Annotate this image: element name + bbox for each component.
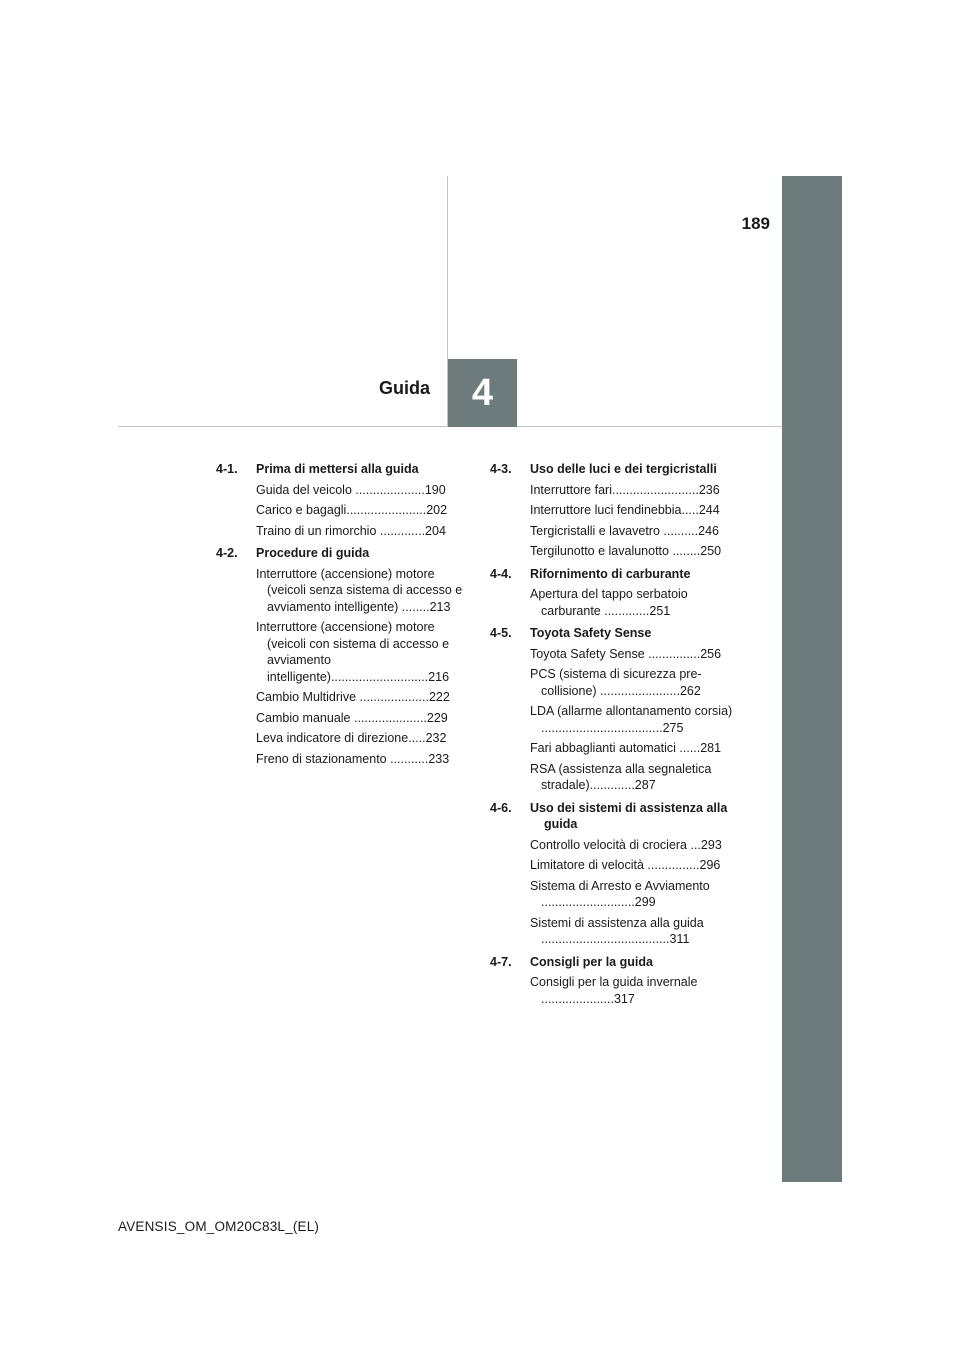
toc-entry-text [256, 502, 466, 519]
toc-entry-text [530, 974, 740, 1007]
dot-leader: ..................... [541, 991, 614, 1006]
entry-title: Limitatore di velocità [530, 858, 644, 872]
toc-section [490, 625, 740, 794]
entry-title: LDA (allarme allontanamento corsia) [530, 704, 733, 718]
toc-section [216, 545, 466, 767]
dot-leader: ....................... [596, 683, 680, 698]
entry-page-number: 287 [634, 778, 656, 792]
entry-page-number: 251 [649, 603, 671, 618]
section-number: 4-5. [490, 626, 512, 640]
entry-page-number: 281 [700, 741, 722, 755]
toc-entry-text [256, 689, 466, 706]
section-number: 4-1. [216, 462, 238, 476]
dot-leader: ............................ [330, 669, 429, 684]
toc-entry[interactable] [490, 482, 740, 499]
entry-page-number: 250 [700, 544, 722, 558]
toc-entry-text [530, 502, 740, 519]
entry-page-number: 311 [669, 932, 690, 946]
toc-entry-text [256, 482, 466, 499]
entry-page-number: 299 [634, 895, 656, 909]
entry-page-number: 222 [428, 690, 450, 704]
chapter-title: Guida [378, 378, 430, 398]
toc-entry-text [256, 619, 466, 685]
dot-leader: .......... [659, 523, 699, 538]
dot-leader: ........... [386, 751, 429, 766]
section-number: 4-4. [490, 566, 512, 581]
toc-entry-text [256, 710, 466, 727]
toc-entry-text [256, 751, 466, 768]
toc-section-heading[interactable] [490, 566, 740, 583]
toc-entry-text [530, 857, 740, 874]
dot-leader: .................... [351, 482, 425, 497]
entry-page-number: 229 [426, 710, 448, 725]
toc-entry-text [530, 543, 740, 560]
entry-page-number: 244 [698, 503, 720, 517]
toc-entry[interactable] [490, 974, 740, 1007]
entry-page-number: 216 [428, 669, 450, 684]
entry-title: Sistema di Arresto e Avviamento [530, 878, 710, 893]
page-number: 189 [741, 214, 770, 233]
toc-section [490, 800, 740, 948]
toc-section [490, 954, 740, 1008]
toc-column-right [490, 461, 740, 1013]
section-title: Rifornimento di carburante [530, 566, 691, 581]
toc-entry-text [530, 878, 740, 911]
dot-leader: ..... [408, 731, 426, 745]
dot-leader: ..................................... [541, 932, 670, 946]
toc-entry-text [530, 586, 740, 619]
entry-page-number: 202 [426, 503, 448, 517]
toc-entry[interactable] [216, 502, 466, 519]
toc-section [490, 461, 740, 560]
toc-entry[interactable] [490, 761, 740, 794]
entry-title: Interruttore fari [530, 482, 612, 497]
entry-page-number: 204 [425, 523, 446, 538]
entry-page-number: 296 [699, 858, 721, 872]
toc-entry[interactable] [490, 878, 740, 911]
toc-section-heading[interactable] [490, 800, 740, 833]
entry-title: Controllo velocità di crociera [530, 837, 688, 852]
toc-entry[interactable] [490, 837, 740, 854]
toc-entry[interactable] [216, 566, 466, 616]
dot-leader: ......................... [611, 482, 699, 497]
dot-leader: ............. [376, 523, 426, 538]
chapter-side-tab [782, 176, 842, 1182]
dot-leader: ............... [643, 858, 700, 872]
dot-leader: .................... [356, 690, 429, 704]
entry-page-number: 232 [425, 731, 447, 745]
toc-entry-text [530, 482, 740, 499]
entry-page-number: 236 [698, 482, 720, 497]
entry-page-number: 275 [662, 720, 684, 735]
toc-entry[interactable] [490, 646, 740, 663]
toc-column-left [216, 461, 466, 773]
entry-page-number: 246 [698, 523, 719, 538]
entry-page-number: 262 [679, 683, 701, 698]
entry-title: Toyota Safety Sense [530, 646, 645, 661]
entry-title: Cambio Multidrive [256, 690, 357, 704]
dot-leader: ....................... [346, 503, 427, 517]
toc-entry[interactable] [490, 740, 740, 757]
section-number: 4-3. [490, 462, 512, 476]
dot-leader: ..................... [350, 710, 427, 725]
section-title: Toyota Safety Sense [530, 626, 652, 640]
section-title: Consigli per la guida [530, 954, 653, 969]
toc-entry[interactable] [490, 543, 740, 560]
toc-section-heading[interactable] [216, 461, 466, 478]
entry-page-number: 233 [428, 751, 450, 766]
dot-leader: ........................... [541, 895, 635, 909]
toc-entry[interactable] [216, 523, 466, 540]
entry-title: Consigli per la guida invernale [530, 975, 698, 989]
toc-section [216, 461, 466, 539]
toc-entry[interactable] [490, 703, 740, 736]
entry-title: Interruttore luci fendinebbia [530, 503, 682, 517]
entry-page-number: 317 [613, 991, 635, 1006]
toc-entry-text [530, 761, 740, 794]
chapter-number-box [448, 359, 517, 427]
document-code-footer: AVENSIS_OM_OM20C83L_(EL) [118, 1219, 320, 1234]
dot-leader: ................................... [541, 720, 663, 735]
toc-section-heading[interactable] [490, 625, 740, 642]
toc-entry[interactable] [216, 751, 466, 768]
dot-leader: ... [687, 837, 701, 852]
dot-leader: ........ [668, 544, 701, 558]
section-title: Uso dei sistemi di assistenza alla guida [530, 800, 728, 831]
toc-entry[interactable] [216, 619, 466, 685]
entry-title: Leva indicatore di direzione [256, 731, 409, 745]
section-title: Prima di mettersi alla guida [256, 462, 419, 476]
toc-entry[interactable] [216, 730, 466, 747]
toc-entry-text [256, 730, 466, 747]
section-title: Uso delle luci e dei tergicristalli [530, 462, 717, 476]
section-number: 4-6. [490, 800, 512, 815]
toc-entry[interactable] [216, 689, 466, 706]
section-number: 4-7. [490, 954, 512, 969]
toc-entry[interactable] [490, 523, 740, 540]
toc-entry-text [256, 523, 466, 540]
entry-title: Guida del veicolo [256, 482, 352, 497]
entry-title: Freno di stazionamento [256, 751, 387, 766]
entry-title: Tergicristalli e lavavetro [530, 523, 660, 538]
toc-entry[interactable] [490, 915, 740, 948]
entry-title: RSA (assistenza alla segnaletica stradale) [530, 761, 712, 792]
chapter-number: 4 [471, 371, 494, 414]
toc-entry-text [530, 740, 740, 757]
dot-leader: ...... [675, 741, 701, 755]
toc-entry-text [530, 837, 740, 854]
toc-entry-text [530, 703, 740, 736]
toc-entry[interactable] [490, 857, 740, 874]
dot-leader: ............. [600, 603, 650, 618]
entry-page-number: 256 [700, 646, 722, 661]
entry-title: Cambio manuale [256, 710, 351, 725]
entry-page-number: 213 [429, 599, 451, 614]
toc-entry[interactable] [490, 666, 740, 699]
toc-entry-text [530, 666, 740, 699]
entry-title: Tergilunotto e lavalunotto [530, 544, 669, 558]
dot-leader: ........ [398, 599, 430, 614]
entry-title: Traino di un rimorchio [256, 523, 377, 538]
entry-title: PCS (sistema di sicurezza pre-collisione) [530, 667, 702, 698]
entry-title: Interruttore (accensione) motore (veicoli senza sistema di accesso e avviamento intelligente) [256, 566, 463, 614]
entry-page-number: 293 [700, 837, 722, 852]
section-title: Procedure di guida [256, 546, 370, 560]
toc-section [490, 566, 740, 620]
entry-title: Apertura del tappo serbatoio carburante [530, 587, 688, 618]
toc-entry[interactable] [216, 710, 466, 727]
entry-page-number: 190 [424, 482, 446, 497]
dot-leader: ..... [681, 503, 699, 517]
toc-entry[interactable] [490, 586, 740, 619]
dot-leader: ............. [589, 778, 635, 792]
entry-title: Interruttore (accensione) motore (veicoli con sistema di accesso e avviamento intelligente) [256, 620, 450, 684]
toc-entry[interactable] [490, 502, 740, 519]
toc-section-heading[interactable] [490, 954, 740, 971]
section-number: 4-2. [216, 546, 238, 560]
toc-entry-text [256, 566, 466, 616]
toc-entry[interactable] [216, 482, 466, 499]
dot-leader: ............... [644, 646, 701, 661]
toc-section-heading[interactable] [216, 545, 466, 562]
entry-title: Carico e bagagli [256, 503, 347, 517]
toc-entry-text [530, 915, 740, 948]
entry-title: Sistemi di assistenza alla guida [530, 915, 704, 930]
toc-entry-text [530, 646, 740, 663]
entry-title: Fari abbaglianti automatici [530, 741, 676, 755]
toc-entry-text [530, 523, 740, 540]
toc-section-heading[interactable] [490, 461, 740, 478]
